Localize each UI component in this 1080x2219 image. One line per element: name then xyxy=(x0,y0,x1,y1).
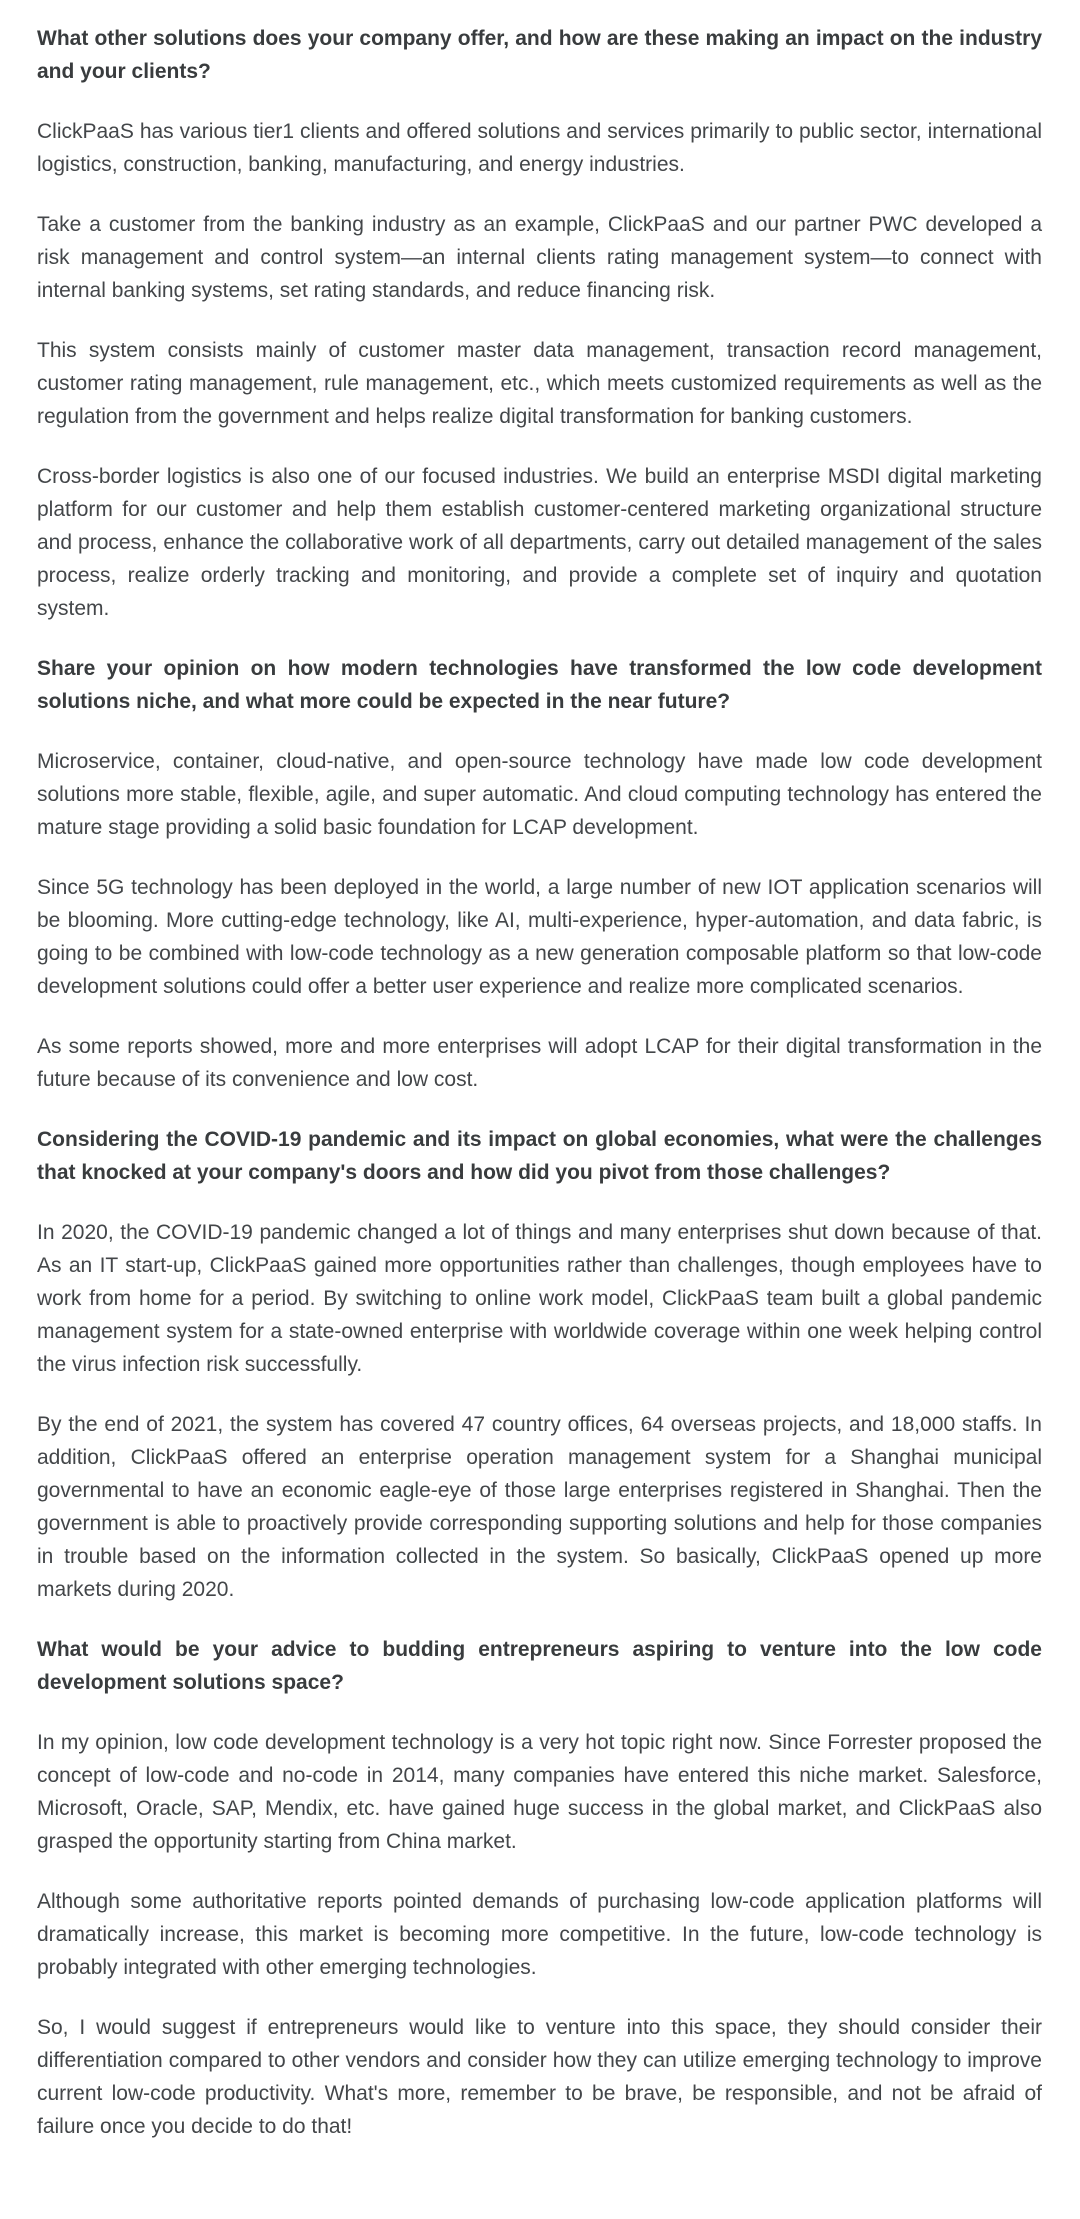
answer-paragraph: By the end of 2021, the system has covered 47 country offices, 64 overseas projects, and 18,000 staffs. In addition, ClickPaaS offered an enterprise operation management system for a Shanghai municipal governmental to have an economic eagle-eye of those large enterprises registered in Shanghai. Then the government is able to proactively provide corresponding supporting solutions and help for those companies in trouble based on the information collected in the system. So basically, ClickPaaS opened up more markets during 2020. xyxy=(37,1413,1042,1601)
answer-paragraph: In 2020, the COVID-19 pandemic changed a lot of things and many enterprises shut down because of that. As an IT start-up, ClickPaaS gained more opportunities rather than challenges, though employees have to work from home for a period. By switching to online work model, ClickPaaS team built a global pandemic management system for a state-owned enterprise with worldwide coverage within one week helping control the virus infection risk successfully. xyxy=(37,1221,1042,1376)
answer-paragraph: So, I would suggest if entrepreneurs would like to venture into this space, they should consider their differentiation compared to other vendors and consider how they can utilize emerging technology to improve current low-code productivity. What's more, remember to be brave, be responsible, and not be afraid of failure once you decide to do that! xyxy=(37,2016,1042,2138)
qa-section-other-solutions xyxy=(37,22,1042,625)
answer-paragraph: Since 5G technology has been deployed in the world, a large number of new IOT application scenarios will be blooming. More cutting-edge technology, like AI, multi-experience, hyper-automation, and data fabric, is going to be combined with low-code technology as a new generation composable platform so that low-code development solutions could offer a better user experience and realize more complicated scenarios. xyxy=(37,876,1042,998)
answer-paragraph: This system consists mainly of customer master data management, transaction record management, customer rating management, rule management, etc., which meets customized requirements as well as the regulation from the government and helps realize digital transformation for banking customers. xyxy=(37,339,1042,428)
answer-paragraph: ClickPaaS has various tier1 clients and offered solutions and services primarily to public sector, international logistics, construction, banking, manufacturing, and energy industries. xyxy=(37,120,1042,176)
answer-paragraph: Cross-border logistics is also one of our focused industries. We build an enterprise MSDI digital marketing platform for our customer and help them establish customer-centered marketing organizational structure and process, enhance the collaborative work of all departments, carry out detailed management of the sales process, realize orderly tracking and monitoring, and provide a complete set of inquiry and quotation system. xyxy=(37,465,1042,620)
answer-paragraph: Take a customer from the banking industry as an example, ClickPaaS and our partner PWC developed a risk management and control system—an internal clients rating management system—to connect with internal banking systems, set rating standards, and reduce financing risk. xyxy=(37,213,1042,302)
question-heading: Share your opinion on how modern technologies have transformed the low code development solutions niche, and what more could be expected in the near future? xyxy=(37,657,1042,713)
answer-paragraph: In my opinion, low code development technology is a very hot topic right now. Since Forrester proposed the concept of low-code and no-code in 2014, many companies have entered this niche market. Salesforce, Microsoft, Oracle, SAP, Mendix, etc. have gained huge success in the global market, and ClickPaaS also grasped the opportunity starting from China market. xyxy=(37,1731,1042,1853)
question-heading: Considering the COVID-19 pandemic and its impact on global economies, what were the challenges that knocked at your company's doors and how did you pivot from those challenges? xyxy=(37,1128,1042,1184)
answer-paragraph: Although some authoritative reports pointed demands of purchasing low-code application platforms will dramatically increase, this market is becoming more competitive. In the future, low-code technology is probably integrated with other emerging technologies. xyxy=(37,1890,1042,1979)
question-heading: What would be your advice to budding entrepreneurs aspiring to venture into the low code development solutions space? xyxy=(37,1638,1042,1694)
answer-paragraph: As some reports showed, more and more enterprises will adopt LCAP for their digital transformation in the future because of its convenience and low cost. xyxy=(37,1035,1042,1091)
qa-section-covid-challenges xyxy=(37,1123,1042,1606)
qa-section-modern-technologies xyxy=(37,652,1042,1096)
answer-paragraph: Microservice, container, cloud-native, and open-source technology have made low code development solutions more stable, flexible, agile, and super automatic. And cloud computing technology has entered the mature stage providing a solid basic foundation for LCAP development. xyxy=(37,750,1042,839)
qa-section-advice-entrepreneurs xyxy=(37,1633,1042,2143)
question-heading: What other solutions does your company offer, and how are these making an impact on the industry and your clients? xyxy=(37,27,1042,83)
